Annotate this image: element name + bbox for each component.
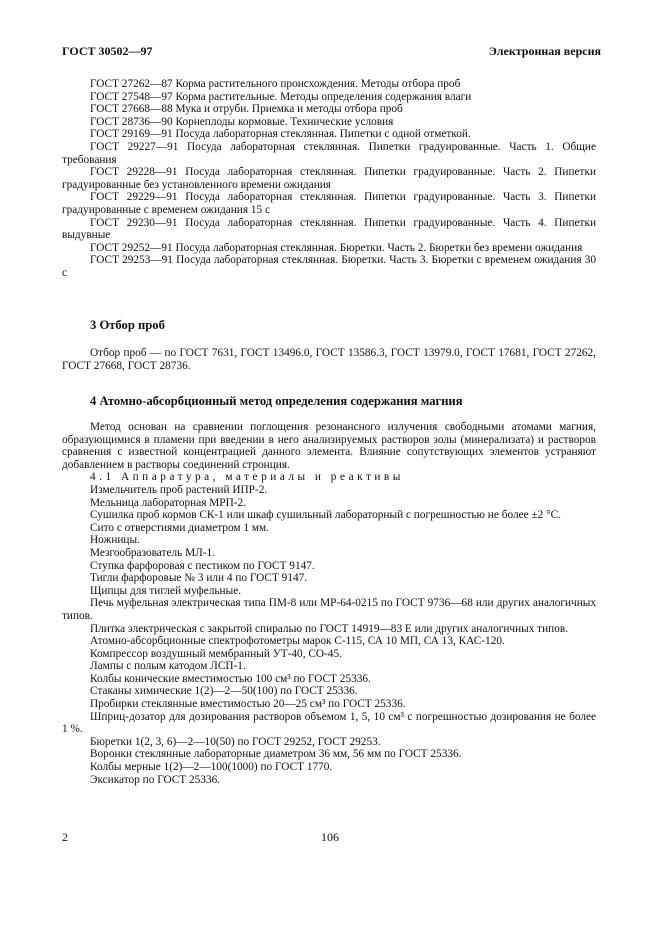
reference-item: ГОСТ 29229—91 Посуда лабораторная стеклянная. Пипетки градуированные. Часть 3. Пипетки градуированные с временем ожидания 15 с xyxy=(62,191,596,216)
header-edition-label: Электронная версия xyxy=(488,44,601,58)
equipment-item: Щипцы для тиглей муфельные. xyxy=(90,584,242,597)
equipment-item: Ступка фарфоровая с пестиком по ГОСТ 9147. xyxy=(90,559,315,572)
equipment-item: Мельница лабораторная МРП-2. xyxy=(90,496,246,509)
equipment-item: Колбы мерные 1(2)—2—100(1000) по ГОСТ 1770. xyxy=(90,761,333,774)
section-4-body xyxy=(62,421,596,786)
reference-item: ГОСТ 27262—87 Корма растительного происхождения. Методы отбора проб xyxy=(90,78,461,90)
reference-item: ГОСТ 29227—91 Посуда лабораторная стеклянная. Пипетки градуированные. Часть 1. Общие требования xyxy=(62,140,596,166)
reference-list xyxy=(62,78,596,280)
equipment-item: Ножницы. xyxy=(90,534,140,547)
equipment-item: Тигли фарфоровые № 3 или 4 по ГОСТ 9147. xyxy=(90,572,308,585)
equipment-item: Стаканы химические 1(2)—2—50(100) по ГОСТ 25336. xyxy=(90,685,358,698)
reference-item: ГОСТ 27548—97 Корма растительные. Методы определения содержания влаги xyxy=(90,90,472,103)
equipment-item: Компрессор воздушный мембранный УТ-40, СО-45. xyxy=(90,647,342,660)
equipment-item: Плитка электрическая с закрытой спиралью по ГОСТ 14919—83 Е или других аналогичных типов. xyxy=(90,622,569,635)
equipment-item: Мезгообразователь МЛ-1. xyxy=(90,546,216,559)
reference-item: ГОСТ 28736—90 Корнеплоды кормовые. Технические условия xyxy=(90,115,394,128)
equipment-item: Шприц-дозатор для дозирования растворов объемом 1, 5, 10 см³ с погрешностью дозирования не более 1 %. xyxy=(62,710,596,736)
equipment-item: Эксикатор по ГОСТ 25336. xyxy=(90,773,221,786)
reference-item: ГОСТ 27668—88 Мука и отруби. Приемка и методы отбора проб xyxy=(90,103,403,116)
sequence-number: 106 xyxy=(321,830,339,844)
subsection-4-1-heading: 4.1 Аппаратура, материалы и реактивы xyxy=(90,471,404,484)
section-3-text-block xyxy=(62,347,596,372)
reference-item: ГОСТ 29228—91 Посуда лабораторная стеклянная. Пипетки градуированные. Часть 2. Пипетки градуированные без установленного времени ожидания xyxy=(62,166,596,191)
equipment-item: Пробирки стеклянные вместимостью 20—25 см³ по ГОСТ 25336. xyxy=(90,698,406,711)
reference-item: ГОСТ 29230—91 Посуда лабораторная стеклянная. Пипетки градуированные. Часть 4. Пипетки выдувные xyxy=(62,216,596,242)
reference-item: ГОСТ 29252—91 Посуда лабораторная стеклянная. Бюретки. Часть 2. Бюретки без времени ожидания xyxy=(90,241,583,254)
section-4-intro: Метод основан на сравнении поглощения резонансного излучения свободными атомами магния, образующимися в пламени при введении в него анализируемых растворов золы (минерализата) и растворов сравнения с известной концентрацией данного элемента. Влияние сопутствующих элементов устраняют добавлением в растворы соединений стронция. xyxy=(62,421,596,471)
equipment-item: Печь муфельная электрическая типа ПМ-8 или МР-64-0215 по ГОСТ 9736—68 или других аналогичных типов. xyxy=(62,597,596,622)
header-standard-number: ГОСТ 30502—97 xyxy=(62,44,153,58)
equipment-item: Бюретки 1(2, 3, 6)—2—10(50) по ГОСТ 29252, ГОСТ 29253. xyxy=(90,735,381,748)
equipment-item: Атомно-абсорбционные спектрофотометры марок С-115, СА 10 МП, СА 13, КАС-120. xyxy=(90,635,505,648)
reference-item: ГОСТ 29169—91 Посуда лабораторная стеклянная. Пипетки с одной отметкой. xyxy=(90,128,471,141)
reference-item: ГОСТ 29253—91 Посуда лабораторная стеклянная. Бюретки. Часть 3. Бюретки с временем ожидания 30 с xyxy=(62,254,596,279)
section-3-heading: 3 Отбор проб xyxy=(90,318,165,332)
equipment-item: Воронки стеклянные лабораторные диаметром 36 мм, 56 мм по ГОСТ 25336. xyxy=(90,748,462,761)
equipment-item: Колбы конические вместимостью 100 см³ по ГОСТ 25336. xyxy=(90,672,371,685)
section-3-text: Отбор проб — по ГОСТ 7631, ГОСТ 13496.0, ГОСТ 13586.3, ГОСТ 13979.0, ГОСТ 17681, ГОСТ 27262, ГОСТ 27668, ГОСТ 28736. xyxy=(62,347,596,372)
equipment-item: Измельчитель проб растений ИПР-2. xyxy=(90,483,268,496)
equipment-item: Сушилка проб кормов СК-1 или шкаф сушильный лабораторный с погрешностью не более ±2 °С. xyxy=(90,509,561,522)
equipment-item: Лампы с полым катодом ЛСП-1. xyxy=(90,660,246,673)
section-4-heading: 4 Атомно-абсорбционный метод определения содержания магния xyxy=(90,394,463,408)
equipment-item: Сито с отверстиями диаметром 1 мм. xyxy=(90,521,269,534)
page-number: 2 xyxy=(62,830,68,844)
